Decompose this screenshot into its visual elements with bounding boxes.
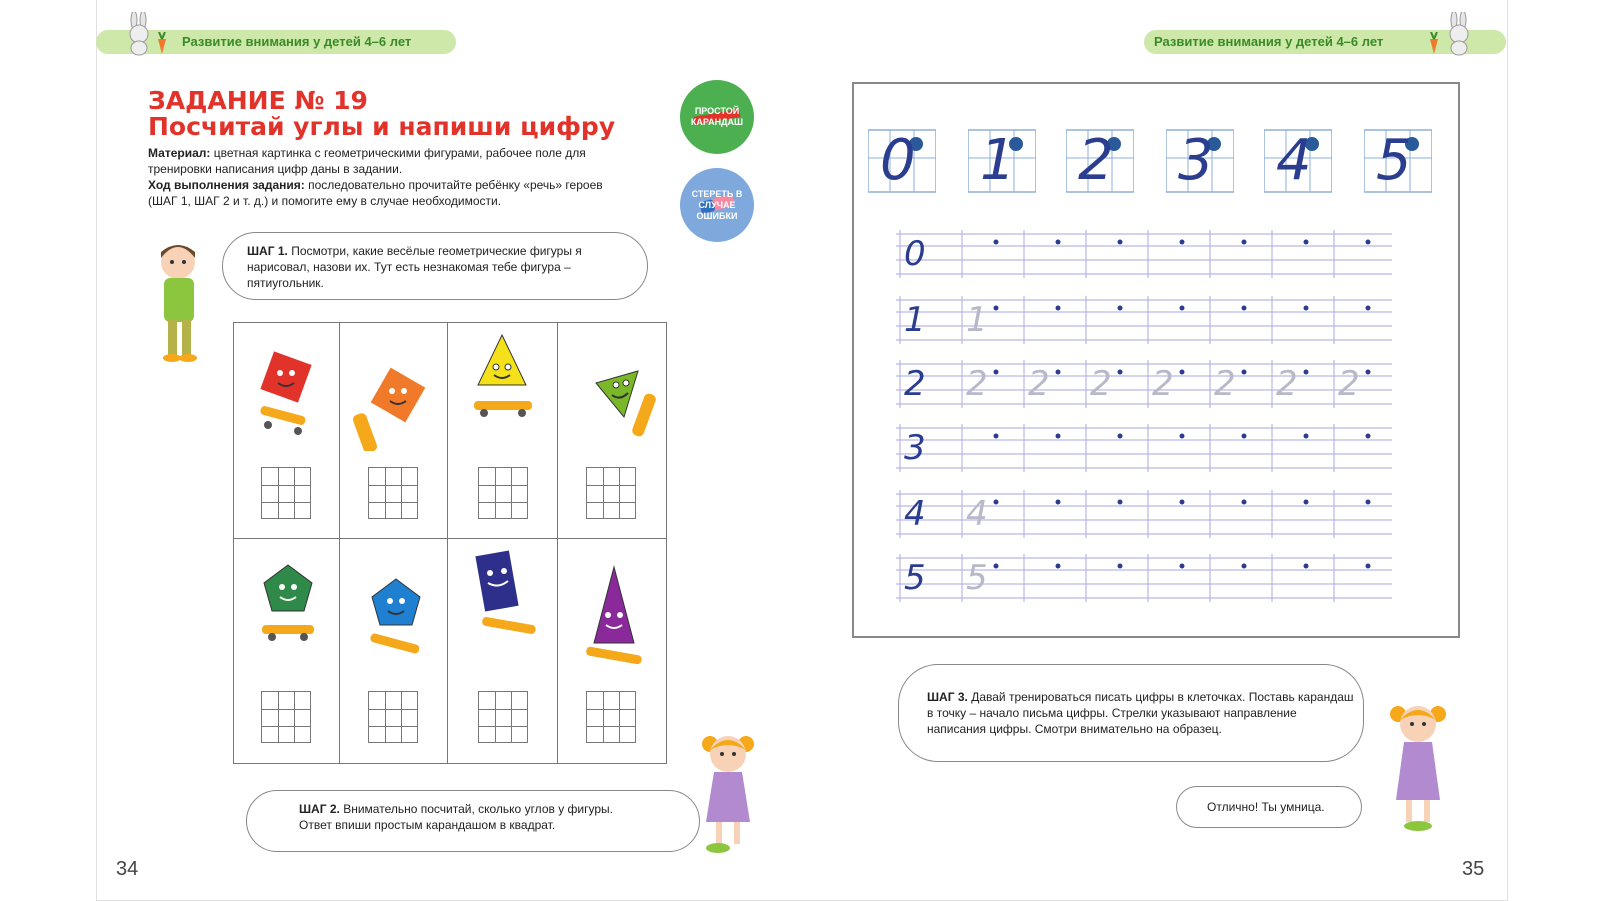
material-label: Материал:	[148, 146, 211, 160]
girl-waving-character-icon	[1382, 700, 1458, 836]
blue-pentagon-character	[352, 573, 440, 663]
step2-bubble	[246, 790, 700, 852]
pencil-badge	[680, 80, 754, 154]
process-label: Ход выполнения задания:	[148, 178, 305, 192]
start-dot	[994, 370, 999, 375]
shape-cell	[234, 323, 340, 539]
task-instructions	[148, 145, 618, 209]
start-dot	[1304, 240, 1309, 245]
answer-box[interactable]	[586, 691, 636, 743]
girl-character-icon	[688, 730, 768, 858]
shape-cell	[448, 539, 558, 763]
digit-sample	[1066, 128, 1134, 194]
bunny-icon	[124, 12, 154, 56]
sample-digit: 0	[880, 128, 916, 193]
start-dot	[1056, 564, 1061, 569]
trace-digit: 2	[1152, 364, 1174, 404]
start-dot	[1304, 306, 1309, 311]
row-digit: 4	[904, 494, 926, 534]
carrot-icon	[1428, 32, 1440, 54]
start-dot	[1180, 434, 1185, 439]
start-dot	[994, 564, 999, 569]
digit-sample	[1364, 128, 1432, 194]
praise-bubble	[1176, 786, 1362, 828]
start-dot	[1118, 240, 1123, 245]
start-dot	[1118, 370, 1123, 375]
sample-digit: 3	[1178, 128, 1214, 193]
shapes-grid	[233, 322, 667, 764]
row-digit: 5	[904, 558, 926, 598]
start-dot	[1304, 434, 1309, 439]
answer-box[interactable]	[368, 467, 418, 519]
header-title-left: Развитие внимания у детей 4–6 лет	[182, 34, 412, 49]
shape-cell	[558, 539, 666, 763]
trace-digit: 2	[1028, 364, 1050, 404]
row-digit: 3	[904, 428, 926, 468]
row-digit: 2	[904, 364, 926, 404]
praise-text: Отлично! Ты умница.	[1207, 800, 1325, 814]
trace-digit: 1	[966, 300, 988, 340]
eraser-badge-text: СТЕРЕТЬ В СЛУЧАЕ ОШИБКИ	[691, 188, 743, 221]
navy-rectangle-character	[458, 543, 548, 647]
green-pentagon-character	[244, 559, 332, 649]
start-dot	[1366, 564, 1371, 569]
start-dot	[1242, 306, 1247, 311]
trace-digit: 2	[1276, 364, 1298, 404]
start-dot	[1180, 306, 1185, 311]
start-dot	[1366, 306, 1371, 311]
start-dot	[1118, 564, 1123, 569]
step1-text: Посмотри, какие весёлые геометрические фигуры я нарисовал, назови их. Тут есть незнакомая тебе фигура – пятиугольник.	[247, 244, 582, 290]
step2-text: Внимательно посчитай, сколько углов у фигуры. Ответ впиши простым карандашом в квадрат.	[299, 802, 613, 832]
material-text: цветная картинка с геометрическими фигурами, рабочее поле для тренировки написания цифр даны в задании.	[148, 146, 586, 176]
green-triangle-character	[566, 353, 662, 443]
start-dot	[1180, 500, 1185, 505]
shape-cell	[234, 539, 340, 763]
answer-box[interactable]	[368, 691, 418, 743]
start-dot	[994, 434, 999, 439]
step3-bubble	[898, 664, 1364, 762]
start-dot	[1304, 564, 1309, 569]
step2-label: ШАГ 2.	[299, 802, 340, 816]
trace-digit: 2	[1338, 364, 1360, 404]
start-dot	[1056, 500, 1061, 505]
start-dot	[994, 306, 999, 311]
trace-digit: 2	[1214, 364, 1236, 404]
carrot-icon	[156, 32, 168, 54]
practice-row[interactable]	[896, 554, 1392, 602]
start-dot	[1056, 240, 1061, 245]
page-number-left: 34	[116, 858, 139, 880]
row-digit: 0	[904, 234, 926, 274]
digit-sample	[968, 128, 1036, 194]
shape-cell	[340, 539, 448, 763]
start-dot	[1242, 240, 1247, 245]
purple-triangle-character	[570, 563, 656, 673]
shape-cell	[448, 323, 558, 539]
answer-box[interactable]	[261, 467, 311, 519]
shape-cell	[558, 323, 666, 539]
page-number-right: 35	[1462, 858, 1485, 880]
start-dot	[1118, 434, 1123, 439]
start-dot	[1180, 564, 1185, 569]
yellow-triangle-character	[460, 329, 546, 419]
practice-row[interactable]	[896, 360, 1392, 408]
start-dot	[1242, 434, 1247, 439]
boy-character-icon	[150, 240, 210, 366]
practice-row[interactable]	[896, 424, 1392, 472]
start-dot	[1180, 240, 1185, 245]
right-page-header	[1144, 30, 1506, 54]
digit-sample	[1264, 128, 1332, 194]
practice-grid	[896, 230, 1392, 278]
trace-digit: 2	[1090, 364, 1112, 404]
practice-row[interactable]	[896, 230, 1392, 278]
row-digit: 1	[904, 300, 926, 340]
start-dot	[1304, 370, 1309, 375]
sample-digit: 5	[1376, 128, 1412, 193]
start-dot	[1118, 306, 1123, 311]
sample-digit: 2	[1078, 128, 1114, 193]
trace-digit: 5	[966, 558, 988, 598]
practice-row[interactable]	[896, 490, 1392, 538]
start-dot	[994, 500, 999, 505]
start-dot	[1118, 500, 1123, 505]
task-title: ЗАДАНИЕ № 19	[148, 86, 368, 115]
practice-row[interactable]	[896, 296, 1392, 344]
start-dot	[1056, 306, 1061, 311]
start-dot	[1242, 564, 1247, 569]
start-dot	[1242, 370, 1247, 375]
answer-box[interactable]	[478, 691, 528, 743]
start-dot	[1242, 500, 1247, 505]
start-dot	[1180, 370, 1185, 375]
task-subtitle: Посчитай углы и напиши цифру	[148, 112, 616, 141]
start-dot	[1304, 500, 1309, 505]
start-dot	[1366, 370, 1371, 375]
step3-label: ШАГ 3.	[927, 690, 968, 704]
left-page-header	[96, 30, 456, 54]
digit-sample	[868, 128, 936, 194]
start-dot	[1056, 434, 1061, 439]
practice-grid	[896, 424, 1392, 472]
trace-digit: 4	[966, 494, 988, 534]
start-dot	[1056, 370, 1061, 375]
step1-label: ШАГ 1.	[247, 244, 288, 258]
start-dot	[1366, 500, 1371, 505]
orange-square-character	[352, 361, 442, 451]
start-dot	[1366, 434, 1371, 439]
pencil-badge-text: ПРОСТОЙ КАРАНДАШ	[690, 106, 744, 127]
sample-digit: 1	[980, 128, 1016, 193]
sample-digit: 4	[1276, 128, 1312, 193]
answer-box[interactable]	[478, 467, 528, 519]
start-dot	[1366, 240, 1371, 245]
red-square-character	[248, 345, 328, 435]
answer-box[interactable]	[586, 467, 636, 519]
eraser-badge	[680, 168, 754, 242]
bunny-icon	[1444, 12, 1474, 56]
process-text: последовательно прочитайте ребёнку «речь» героев (ШАГ 1, ШАГ 2 и т. д.) и помогите ему в случае необходимости.	[148, 178, 603, 208]
shape-cell	[340, 323, 448, 539]
digit-sample	[1166, 128, 1234, 194]
trace-digit: 2	[966, 364, 988, 404]
answer-box[interactable]	[261, 691, 311, 743]
header-title-right: Развитие внимания у детей 4–6 лет	[1154, 34, 1384, 49]
step3-text: Давай тренироваться писать цифры в клеточках. Поставь карандаш в точку – начало письма цифры. Стрелки указывают направление написания цифры. Смотри внимательно на образец.	[927, 690, 1354, 736]
start-dot	[994, 240, 999, 245]
step1-bubble	[222, 232, 648, 300]
